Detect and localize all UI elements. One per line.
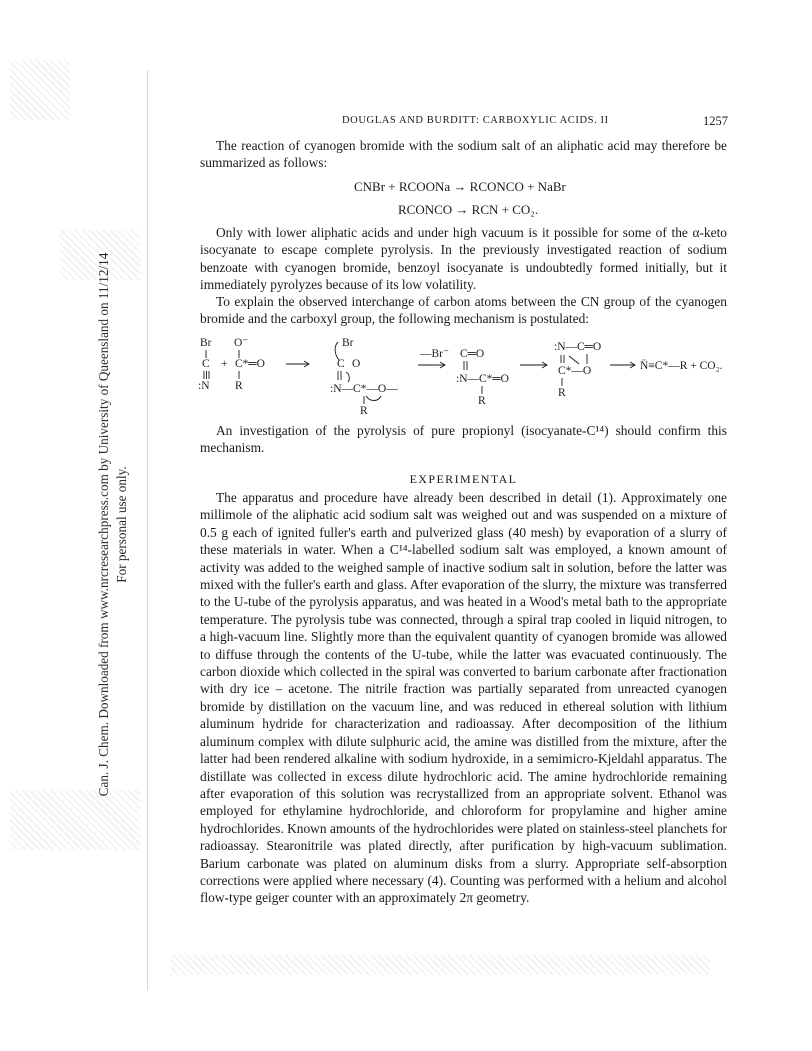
reactant-1-br: Br [200, 337, 212, 349]
reactant-2-o: O⁻ [234, 337, 249, 349]
intermediate-1-c: C [337, 358, 345, 370]
download-watermark [95, 252, 139, 797]
reactant-2-carboxyl: C*═O [235, 358, 265, 370]
experimental-body: The apparatus and procedure have already been described in detail (1). Approximately one millimole of the aliphatic acid sodium salt was weighed out and was suspended on a mixture of 0.5 g each of ignited fuller's earth and pulverized glass (40 mesh) by evaporation of a slurry of these materials in water. When a C¹⁴-labelled sodium salt was employed, a known amount of activity was added to the weighed sample of inactive sodium salt in solution, before the latter was mixed with the fuller's earth and glass. After evaporation of the slurry, the mixture was transferred to the U-tube of the pyrolysis apparatus, and was heated in a Wood's metal bath to the appropriate temperature. The pyrolysis tube was connected, through a spiral trap cooled in liquid nitrogen, to a high-vacuum line. Slightly more than the equivalent quantity of cyanogen bromide was allowed to diffuse through the contents of the U-tube, while the latter was evacuated continuously. The carbon dioxide which collected in the spiral was converted to barium carbonate after fractionation with dry ice – acetone. The nitrile fraction was partially separated from unreacted cyanogen bromide by distillation on the vacuum line, and was reduced in ethereal solution with lithium aluminum hydride for characterization and radioassay. After decomposition of the lithium aluminum complex with dilute sulphuric acid, the amine was distilled from the mixture, after the latter had been rendered alkaline with sodium hydroxide, in a semimicro-Kjeldahl apparatus. The distillate was collected in excess dilute hydrochloric acid. The amine hydrochloride remaining after evaporation of this solution was recrystallized from an appropriate solvent. Ethanol was employed for ethylamine hydrochloride, and chloroform for propylamine and higher amine hydrochlorides. Known amounts of the hydrochlorides were plated on stainless-steel planchets for radioassay. Stearonitrile was plated directly, after purification by high-vacuum sublimation. Barium carbonate was plated on aluminum disks from a slurry. Appropriate self-absorption corrections were applied where necessary (4). Counting was performed with a helium and alcohol flow-type geiger counter with an approximately 2π geometry. [200, 490, 727, 906]
intermediate-1-r: R [360, 405, 368, 417]
page-number: 1257 [703, 114, 728, 128]
equation-1: CNBr + RCOONa → RCONCO + NaBr [354, 179, 566, 194]
intermediate-2-backbone: :N—C*═O [456, 373, 509, 385]
watermark-line-2: For personal use only. [114, 466, 129, 583]
margin-rule [147, 70, 148, 990]
intermediate-3-isocyanate: :N—C═O [554, 341, 602, 353]
summary-paragraph: The reaction of cyanogen bromide with the sodium salt of an aliphatic acid may therefore be summarized as follows: [200, 138, 727, 171]
scan-noise [10, 790, 140, 850]
curly-arrow-2 [346, 372, 349, 382]
watermark-line-1: Can. J. Chem. Downloaded from www.nrcresearchpress.com by University of Queensland on 11/12/14 [96, 252, 111, 797]
intermediate-3-r: R [558, 387, 566, 399]
reactant-2-r: R [235, 380, 243, 392]
mechanism-intro-paragraph: To explain the observed interchange of carbon atoms between the CN group of the cyanogen bromide and the carboxyl group, the following mechanism is postulated: [200, 294, 727, 327]
running-head [200, 113, 730, 129]
plus-sign: + [221, 358, 228, 370]
scan-noise [170, 955, 710, 975]
reactant-1-n: :N [198, 380, 210, 392]
intermediate-2-carbonyl: C═O [460, 348, 485, 360]
intermediate-2-r: R [478, 395, 486, 407]
experimental-heading: EXPERIMENTAL [409, 472, 518, 486]
bromide-loss-label: —Br⁻ [420, 348, 450, 360]
intermediate-3-carboxyl: C*—O [558, 365, 592, 377]
scan-noise [10, 60, 70, 120]
ring-bond [569, 356, 579, 364]
intermediate-1-br: Br [342, 337, 354, 349]
equation-2: RCONCO → RCN + CO₂. [398, 202, 539, 217]
products: N̈≡C*—R + CO₂. [640, 360, 723, 372]
confirmation-paragraph: An investigation of the pyrolysis of pure propionyl (isocyanate-C¹⁴) should confirm this mechanism. [200, 423, 727, 456]
reactant-1-c: C [202, 358, 210, 370]
pyrolysis-paragraph: Only with lower aliphatic acids and under high vacuum is it possible for some of the α-keto isocyanate to escape complete pyrolysis. In the previously investigated reaction of sodium benzoate with cyanogen bromide, benzoyl isocyanate is undoubtedly formed initially, but it immediately pyrolyzes because of its low volatility. [200, 225, 727, 293]
intermediate-1-o: O [352, 358, 361, 370]
curly-arrow-3 [366, 396, 381, 401]
intermediate-1-backbone: :N—C*—O— [330, 383, 398, 395]
running-head-title: DOUGLAS AND BURDITT: CARBOXYLIC ACIDS. II [342, 115, 609, 126]
